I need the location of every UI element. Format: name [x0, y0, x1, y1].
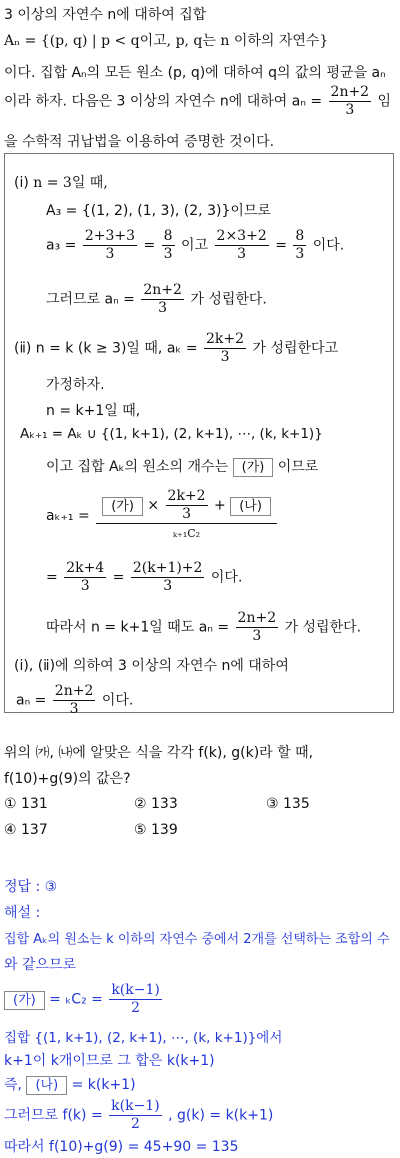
blank-ga: (가)	[102, 497, 143, 516]
fraction-denominator: 3	[80, 578, 90, 594]
sentence-end: 이다.	[312, 237, 345, 254]
conclusion-line-2	[16, 683, 133, 718]
choice-5[interactable]: ⑤ 139	[134, 822, 178, 838]
problem-line-1: 3 이상의 자연수 n에 대하여 집합	[4, 7, 207, 23]
fraction	[131, 560, 205, 595]
case-ii-line-8	[46, 610, 361, 645]
therefore-text: 따라서 n = k+1일 때도 aₙ =	[46, 619, 230, 636]
na-value: = k(k+1)	[71, 1077, 136, 1093]
equals: =	[112, 569, 125, 586]
fraction-numerator: 2k+2	[167, 488, 206, 504]
so-text: 이므로	[277, 459, 319, 475]
choice-4[interactable]: ④ 137	[4, 822, 48, 838]
sentence-end: 이다.	[101, 692, 134, 709]
fraction-numerator: 8	[163, 228, 173, 244]
problem-fraction	[329, 84, 372, 119]
fraction-denominator: 3	[295, 246, 305, 262]
answer-line: 정답 : ③	[4, 879, 58, 895]
therefore-text: 그러므로 aₙ =	[46, 291, 135, 308]
case-ii-line-6	[46, 488, 279, 544]
combination-denominator: ₖ₊₁C₂	[173, 527, 201, 540]
fraction-numerator: 2×3+2	[216, 228, 267, 244]
assume-text: 가 성립한다고	[252, 340, 339, 357]
case-i-line-1: n = 3일 때,	[33, 175, 108, 191]
problem-line-4-end: 임	[377, 93, 392, 110]
blank-ga: (가)	[4, 991, 45, 1010]
choice-2[interactable]: ② 133	[134, 796, 178, 812]
fraction	[162, 228, 175, 263]
sentence-end: 이다.	[210, 569, 243, 586]
fraction-denominator: 3	[163, 578, 173, 594]
case-ii-line-5	[46, 456, 318, 477]
case-i-label: (ⅰ)	[14, 175, 29, 191]
that-is-text: 즉,	[4, 1077, 22, 1093]
question-line-2: f(10)+g(9)의 값은?	[4, 771, 131, 787]
problem-set-definition: Aₙ = {(p, q) | p < q이고, p, q는 n 이하의 자연수}	[4, 33, 329, 49]
proof-case-i	[14, 172, 108, 192]
choice-1[interactable]: ① 131	[4, 796, 48, 812]
fraction-numerator: 2n+2	[330, 84, 370, 100]
connector-text: 이고	[181, 237, 209, 254]
case-ii-line-1: n = k (k ≥ 3)일 때, aₖ =	[35, 340, 198, 357]
fraction-denominator: 3	[105, 246, 115, 262]
fraction	[53, 683, 96, 718]
fraction-numerator: 2k+2	[206, 331, 245, 347]
big-fraction	[96, 488, 277, 544]
fraction	[109, 1098, 162, 1133]
problem-line-4	[4, 84, 391, 119]
fraction-denominator: 3	[69, 701, 79, 717]
case-ii-line-2: 가정하자.	[46, 377, 105, 393]
fraction-numerator: 2(k+1)+2	[132, 560, 203, 576]
equals: =	[143, 237, 156, 254]
problem-line-3: 이다. 집합 Aₙ의 모든 원소 (p, q)에 대하여 q의 값의 평균을 aₙ	[4, 65, 386, 81]
combination-text: = ₖC₂ =	[49, 991, 103, 1008]
choice-3[interactable]: ③ 135	[266, 796, 310, 812]
fraction	[236, 610, 279, 645]
case-i-line-3	[46, 228, 344, 263]
problem-line-5: 을 수학적 귀납법을 이용하여 증명한 것이다.	[4, 134, 275, 150]
inner-fraction	[166, 488, 208, 523]
times-sign: ×	[147, 497, 160, 514]
fraction-denominator: 3	[237, 246, 247, 262]
fraction-denominator: 3	[163, 246, 173, 262]
solution-line-3	[4, 982, 164, 1017]
blank-na: (나)	[230, 497, 271, 516]
fraction-denominator: 3	[252, 628, 262, 644]
case-i-line-2: A₃ = {(1, 2), (1, 3), (2, 3)}이므로	[46, 203, 271, 219]
blank-ga: (가)	[233, 458, 274, 477]
fraction-numerator: 2n+2	[54, 683, 94, 699]
case-ii-label: (ⅱ)	[14, 340, 32, 357]
case-ii-line-3: n = k+1일 때,	[46, 403, 141, 419]
fraction-denominator: 3	[220, 349, 230, 365]
case-i-line-4	[46, 282, 267, 317]
solution-line-6	[4, 1074, 136, 1095]
therefore-text: 그러므로 f(k) =	[4, 1107, 103, 1124]
equals: =	[46, 569, 58, 586]
case-ii-line-4: Aₖ₊₁ = Aₖ ∪ {(1, k+1), (2, k+1), ⋯, (k, k+1)}	[20, 426, 323, 442]
holds-text: 가 성립한다.	[284, 619, 362, 636]
problem-line-4-text: 이라 하자. 다음은 3 이상의 자연수 n에 대하여 aₙ =	[4, 93, 323, 110]
question-line-1: 위의 ㈎, ㈏에 알맞은 식을 각각 f(k), g(k)라 할 때,	[4, 745, 314, 761]
explanation-label: 해설 :	[4, 905, 41, 921]
fraction	[64, 560, 106, 595]
fraction-numerator: 2n+2	[143, 282, 182, 298]
proof-case-ii	[14, 331, 338, 366]
equals: =	[275, 237, 287, 254]
fraction-numerator: 2+3+3	[84, 228, 136, 244]
solution-line-5: k+1이 k개이므로 그 합은 k(k+1)	[4, 1053, 215, 1069]
fraction-denominator: 2	[131, 1000, 141, 1016]
big-fraction-numerator	[96, 488, 277, 524]
solution-line-8: 따라서 f(10)+g(9) = 45+90 = 135	[4, 1139, 239, 1155]
holds-text: 가 성립한다.	[190, 291, 267, 308]
fraction	[109, 982, 162, 1017]
solution-line-1: 집합 Aₖ의 원소는 k 이하의 자연수 중에서 2개를 선택하는 조합의 수	[4, 932, 390, 947]
fraction	[215, 228, 269, 263]
element-count-text: 이고 집합 Aₖ의 원소의 개수는	[46, 459, 229, 475]
g-definition: , g(k) = k(k+1)	[168, 1107, 274, 1124]
solution-line-2: 와 같으므로	[4, 957, 77, 973]
solution-line-4: 집합 {(1, k+1), (2, k+1), ⋯, (k, k+1)}에서	[4, 1030, 283, 1046]
plus-sign: +	[214, 497, 226, 514]
fraction-numerator: 8	[295, 228, 305, 244]
fraction-denominator: 3	[345, 102, 355, 118]
a3-label: a₃ =	[46, 237, 77, 254]
fraction-denominator: 3	[182, 506, 191, 522]
fraction	[204, 331, 246, 366]
blank-na: (나)	[26, 1076, 67, 1095]
fraction	[83, 228, 137, 263]
fraction-denominator: 2	[130, 1116, 140, 1132]
fraction-denominator: 3	[158, 300, 168, 316]
solution-line-7	[4, 1098, 273, 1133]
fraction-numerator: k(k−1)	[111, 1098, 160, 1114]
conclusion-line-1: (ⅰ), (ⅱ)에 의하여 3 이상의 자연수 n에 대하여	[14, 658, 289, 674]
fraction	[141, 282, 184, 317]
fraction-numerator: 2n+2	[237, 610, 277, 626]
fraction	[293, 228, 306, 263]
case-ii-line-7	[46, 560, 242, 595]
ak1-label: aₖ₊₁ =	[46, 508, 90, 524]
fraction-numerator: k(k−1)	[111, 982, 160, 998]
fraction-numerator: 2k+4	[66, 560, 105, 576]
an-label: aₙ =	[16, 692, 47, 709]
